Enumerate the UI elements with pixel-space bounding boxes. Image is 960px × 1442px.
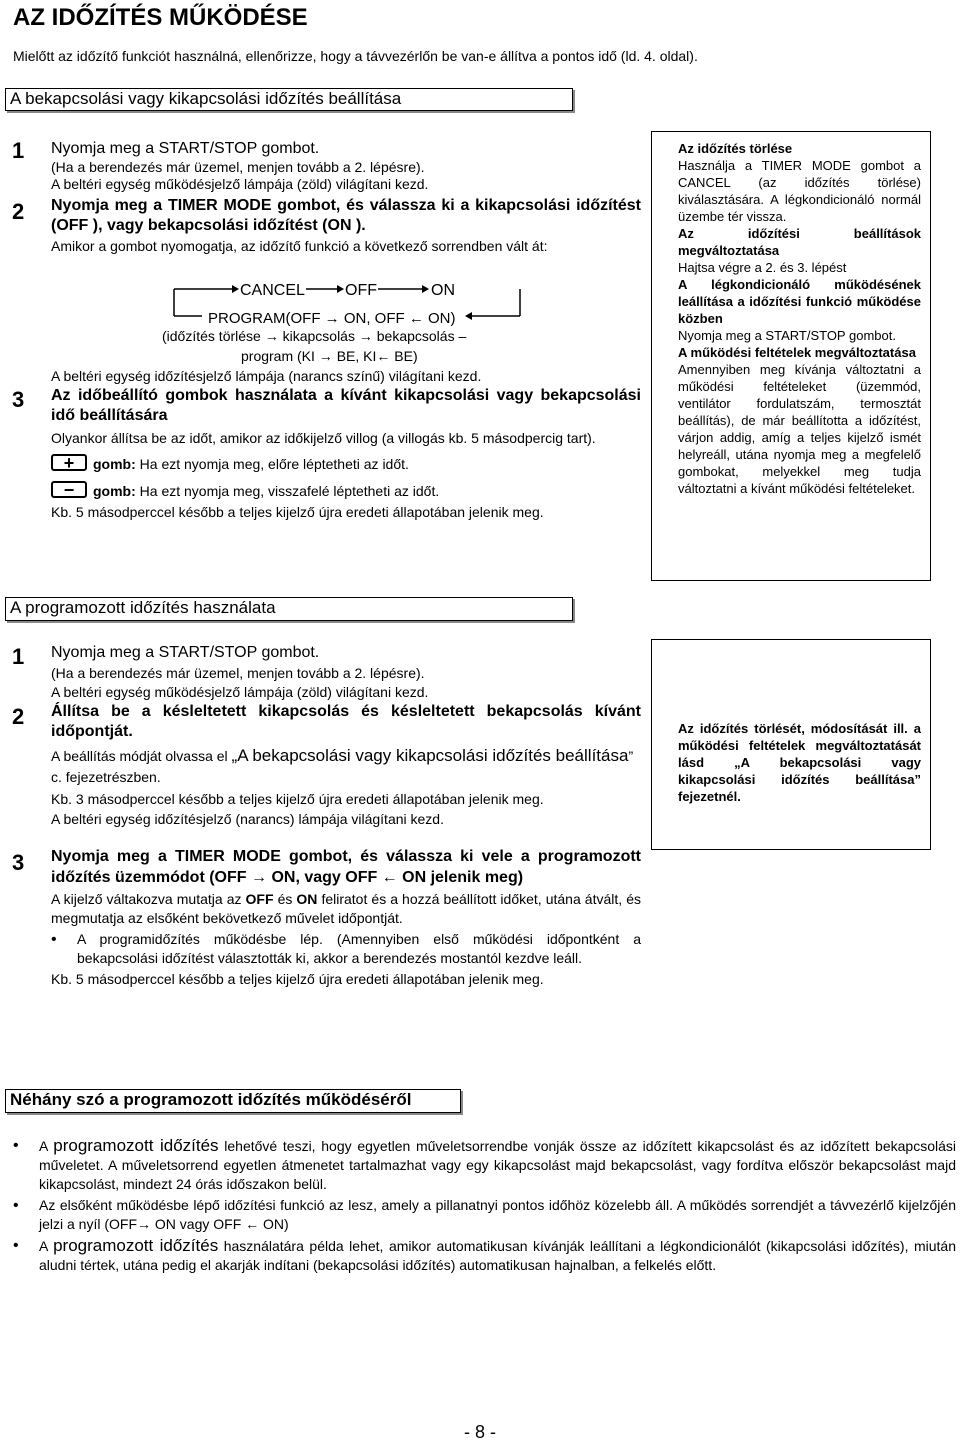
minus-button-text: Ha ezt nyomja meg, visszafelé léptetheti az időt. — [135, 483, 440, 499]
side-note-box — [651, 131, 931, 581]
step-heading: Nyomja meg a START/STOP gombot. — [51, 140, 320, 157]
sequence-caption-2: program (KI → BE, KI← BE) — [241, 348, 418, 364]
diagram-program-label: PROGRAM(OFF → ON, OFF ← ON) — [208, 310, 456, 327]
arrow-right-icon — [232, 285, 239, 293]
plus-button-text: Ha ezt nyomja meg, előre léptetheti az időt. — [135, 456, 409, 472]
step-3-block — [51, 386, 641, 522]
side-heading: Az időzítés törlése — [678, 141, 793, 156]
side-heading: A légkondicionáló működésének leállítása a időzítési funkció működése közben — [678, 277, 921, 326]
step-heading: Az időbeállító gombok használata a kívánt kikapcsolási vagy bekapcsolási idő beállítására — [51, 387, 641, 424]
list-item: • A programozott időzítés használatára példa lehet, amikor automatikusan kívánják leállítani a légkondicionálót (kikapcsolási időzítés), miután aludni tértek, utána pedig el akarják indítani (bekapcsolási időzítés) automatikusan hajnalban, a felkelés előtt. — [13, 1236, 956, 1275]
step-text: Kb. 3 másodperccel később a teljes kijelző újra eredeti állapotában jelenik meg. — [51, 791, 544, 807]
diagram-on-label: ON — [431, 282, 455, 299]
step-number: 2 — [12, 704, 25, 729]
page-title: AZ IDŐZÍTÉS MŰKÖDÉSE — [13, 4, 308, 31]
step-number: 1 — [12, 644, 25, 669]
step-1-block — [51, 139, 641, 193]
sequence-caption-1: (időzítés törlése → kikapcsolás → bekapcsolás – — [162, 328, 467, 344]
step-text: A beltéri egység időzítésjelző lámpája (narancs színű) világítani kezd. — [51, 368, 482, 384]
side-text: Használja a TIMER MODE gombot a CANCEL (az időzítés törlése) kiválasztására. A légkondicionáló normál üzembe tér vissza. — [678, 158, 921, 224]
arrow-left-icon — [465, 312, 472, 320]
side-text: Nyomja meg a START/STOP gombot. — [678, 328, 896, 343]
list-item: • Az elsőként működésbe lépő időzítési funkció az lesz, amely a pillanatnyi pontos időhöz közelebb áll. A működés sorrendjét a távvezérlő kijelzőjén jelzi a nyíl (OFF→ ON vagy OFF ← ON) — [13, 1196, 956, 1234]
step-2-block — [51, 702, 641, 828]
step-heading: Nyomja meg a TIMER MODE gombot, és válassza ki vele a programozott időzítés üzemmódot (OFF → ON, vagy OFF ← ON jelenik meg) — [51, 848, 641, 886]
diagram-cancel-label: CANCEL — [240, 282, 305, 299]
step-text: Kb. 5 másodperccel később a teljes kijelző újra eredeti állapotában jelenik meg. — [51, 504, 544, 520]
diagram-off-label: OFF — [345, 282, 377, 299]
page-number: - 8 - — [463, 1422, 496, 1442]
arrow-right-icon — [422, 285, 429, 293]
step-text: A beállítás módját olvassa el „A bekapcsolási vagy kikapcsolási időzítés beállítása” c. fejezetrészben. — [51, 746, 634, 785]
section-header-programmed-timer — [5, 597, 573, 621]
step-text: Olyankor állítsa be az időt, amikor az időkijelző villog (a villogás kb. 5 másodpercig tart). — [51, 430, 596, 446]
section-header-label: A programozott időzítés használata — [10, 598, 276, 617]
step-text: A beltéri egység működésjelző lámpája (zöld) világítani kezd. — [51, 176, 429, 192]
minus-button-row — [51, 481, 641, 500]
step-number: 3 — [12, 387, 25, 412]
step-text: A kijelző váltakozva mutatja az OFF és ON feliratot és a hozzá beállított időket, utána átvált, és megmutatja az elsőként bekövetkező művelet időpontját. — [51, 891, 641, 926]
list-item: • A programozott időzítés lehetővé teszi, hogy egyetlen műveletsorrendbe vonják össze az időzített kikapcsolást és az időzített bekapcsolási műveletet. A műveletsorrend egyetlen átmenetet tartalmazhat vagy egy kikapcsolást majd bekapcsolást, vagy fordítva először bekapcsolást majd kikapcsolást, mindezt 24 órás időszakon belül. — [13, 1136, 956, 1194]
side-text: Amennyiben meg kívánja változtatni a működési feltételeket (üzemmód, ventilátor fordulatszám, termosztát beállítás), de már beállította a időzítést, várjon addig, amíg a teljes kijelző ismét helyreáll, utána nyomja meg a megfelelő gombokat, melyekkel meg tudja változtatni a kívánt működési feltételeket. — [678, 362, 921, 496]
plus-button-row — [51, 454, 641, 473]
plus-button-label: gomb: — [93, 456, 136, 472]
step-text: Amikor a gombot nyomogatja, az időzítő funkció a következő sorrendben vált át: — [51, 238, 548, 254]
step-text: (Ha a berendezés már üzemel, menjen tovább a 2. lépésre). — [51, 159, 425, 175]
minus-button-icon: − — [51, 481, 87, 498]
side-heading: A működési feltételek megváltoztatása — [678, 345, 916, 360]
list-item: • A programidőzítés működésbe lép. (Amennyiben első működési időpontként a bekapcsolási időzítést választották ki, akkor a berendezés mostantól kezdve leáll. — [51, 930, 641, 968]
timer-mode-sequence-diagram — [172, 279, 522, 329]
step-heading: Állítsa be a késleltetett kikapcsolás és késleltetett bekapcsolás kívánt időpontját. — [51, 703, 641, 740]
section-header-label: A bekapcsolási vagy kikapcsolási időzítés beállítása — [10, 89, 402, 108]
plus-button-icon: + — [51, 454, 87, 471]
step-text: A beltéri egység időzítésjelző (narancs) lámpája világítani kezd. — [51, 811, 444, 827]
section-header-timer-setting — [5, 88, 573, 111]
step-1-block — [51, 643, 641, 701]
step-3-block — [51, 846, 641, 989]
step-text: (Ha a berendezés már üzemel, menjen tovább a 2. lépésre). — [51, 665, 425, 681]
section-header-label: Néhány szó a programozott időzítés működéséről — [10, 1090, 412, 1109]
step-text: Kb. 5 másodperccel később a teljes kijelző újra eredeti állapotában jelenik meg. — [51, 971, 544, 987]
step-number: 1 — [12, 138, 25, 163]
section-header-about-programmed-timer — [5, 1089, 461, 1113]
side-note-box — [651, 639, 931, 850]
side-text: Hajtsa végre a 2. és 3. lépést — [678, 260, 847, 275]
side-text: Az időzítés törlését, módosítását ill. a működési feltételek megváltoztatását lásd „A bekapcsolási vagy kikapcsolási időzítés beállítása” fejezetnél. — [678, 721, 921, 804]
step-text: A beltéri egység működésjelző lámpája (zöld) világítani kezd. — [51, 684, 429, 700]
step-heading: Nyomja meg a TIMER MODE gombot, és válassza ki a kikapcsolási időzítést (OFF ), vagy bekapcsolási időzítést (ON ). — [51, 197, 641, 234]
step-heading: Nyomja meg a START/STOP gombot. — [51, 644, 320, 661]
step-number: 2 — [12, 199, 25, 224]
step-number: 3 — [12, 850, 25, 875]
minus-button-label: gomb: — [93, 483, 136, 499]
side-heading: Az időzítési beállítások megváltoztatása — [678, 226, 921, 258]
info-list — [13, 1136, 956, 1275]
intro-text: Mielőtt az időzítő funkciót használná, ellenőrizze, hogy a távvezérlőn be van-e állítva a pontos idő (ld. 4. oldal). — [13, 48, 698, 64]
arrow-right-icon — [337, 285, 344, 293]
step-2-block — [51, 196, 641, 255]
